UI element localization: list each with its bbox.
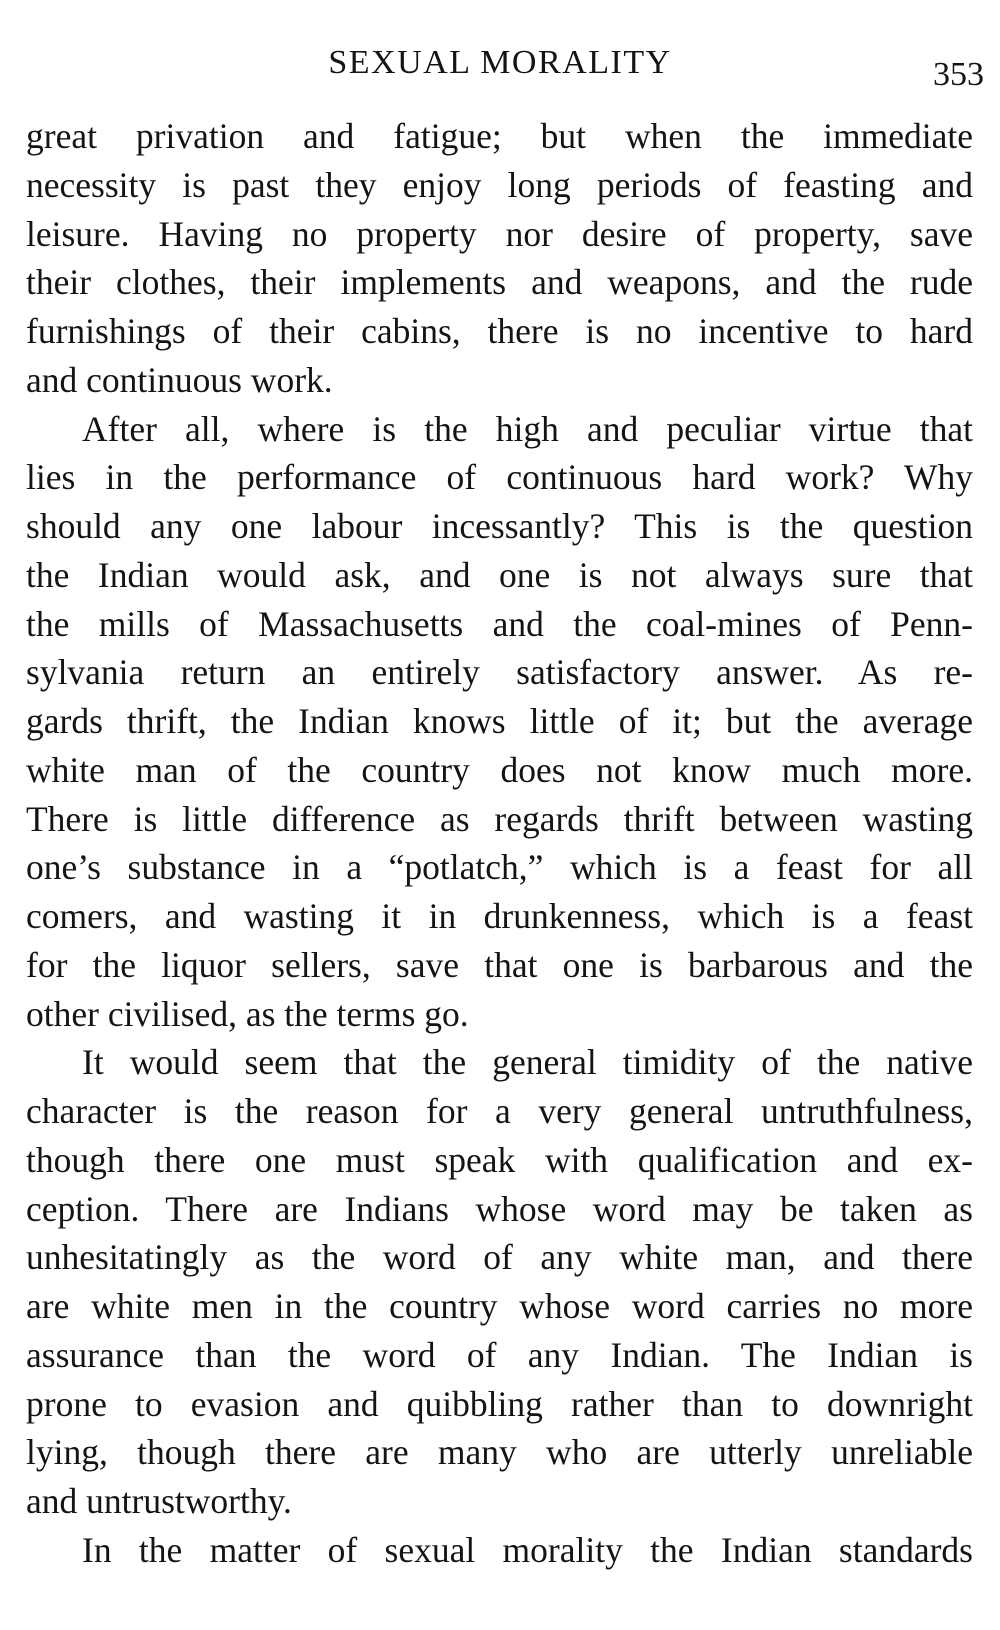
text-line: the Indian would ask, and one is not always sure that <box>26 554 973 595</box>
text-line: prone to evasion and quibbling rather than to downright <box>26 1383 973 1424</box>
page-number: 353 <box>933 56 984 93</box>
text-line: and untrustworthy. <box>26 1481 292 1521</box>
paragraph-first-line: After all, where is the high and peculiar virtue that <box>82 408 973 449</box>
text-line: assurance than the word of any Indian. The Indian is <box>26 1334 973 1375</box>
text-line: though there one must speak with qualification and ex- <box>26 1139 973 1180</box>
text-line: the mills of Massachusetts and the coal-mines of Penn- <box>26 603 973 644</box>
text-line: necessity is past they enjoy long periods of feasting and <box>26 164 973 205</box>
text-line: sylvania return an entirely satisfactory answer. As re- <box>26 652 973 693</box>
text-line: white man of the country does not know much more. <box>26 749 973 790</box>
text-line: comers, and wasting it in drunkenness, which is a feast <box>26 896 973 936</box>
body-text <box>26 112 973 1575</box>
paragraph-first-line: It would seem that the general timidity of the native <box>82 1042 973 1083</box>
text-line: one’s substance in a “potlatch,” which is a feast for all <box>26 847 973 888</box>
text-line: character is the reason for a very general untruthfulness, <box>26 1091 973 1131</box>
text-line: unhesitatingly as the word of any white man, and there <box>26 1237 973 1278</box>
text-line: and continuous work. <box>26 359 333 400</box>
paragraph-first-line: In the matter of sexual morality the Indian standards <box>82 1529 973 1570</box>
text-line: There is little difference as regards thrift between wasting <box>26 798 973 839</box>
text-line: for the liquor sellers, save that one is barbarous and the <box>26 944 973 985</box>
text-line: lies in the performance of continuous hard work? Why <box>26 457 973 498</box>
text-line: great privation and fatigue; but when the immediate <box>26 116 973 156</box>
text-line: gards thrift, the Indian knows little of it; but the average <box>26 701 973 741</box>
text-line: their clothes, their implements and weapons, and the rude <box>26 262 973 303</box>
running-title: SEXUAL MORALITY <box>328 44 672 81</box>
text-line: furnishings of their cabins, there is no incentive to hard <box>26 311 973 351</box>
text-line: are white men in the country whose word carries no more <box>26 1286 973 1326</box>
text-line: leisure. Having no property nor desire of property, save <box>26 213 973 254</box>
running-head <box>0 38 1000 93</box>
text-line: other civilised, as the terms go. <box>26 993 469 1034</box>
text-line: lying, though there are many who are utterly unreliable <box>26 1432 973 1473</box>
text-line: ception. There are Indians whose word may be taken as <box>26 1188 973 1229</box>
text-line: should any one labour incessantly? This is the question <box>26 506 973 546</box>
